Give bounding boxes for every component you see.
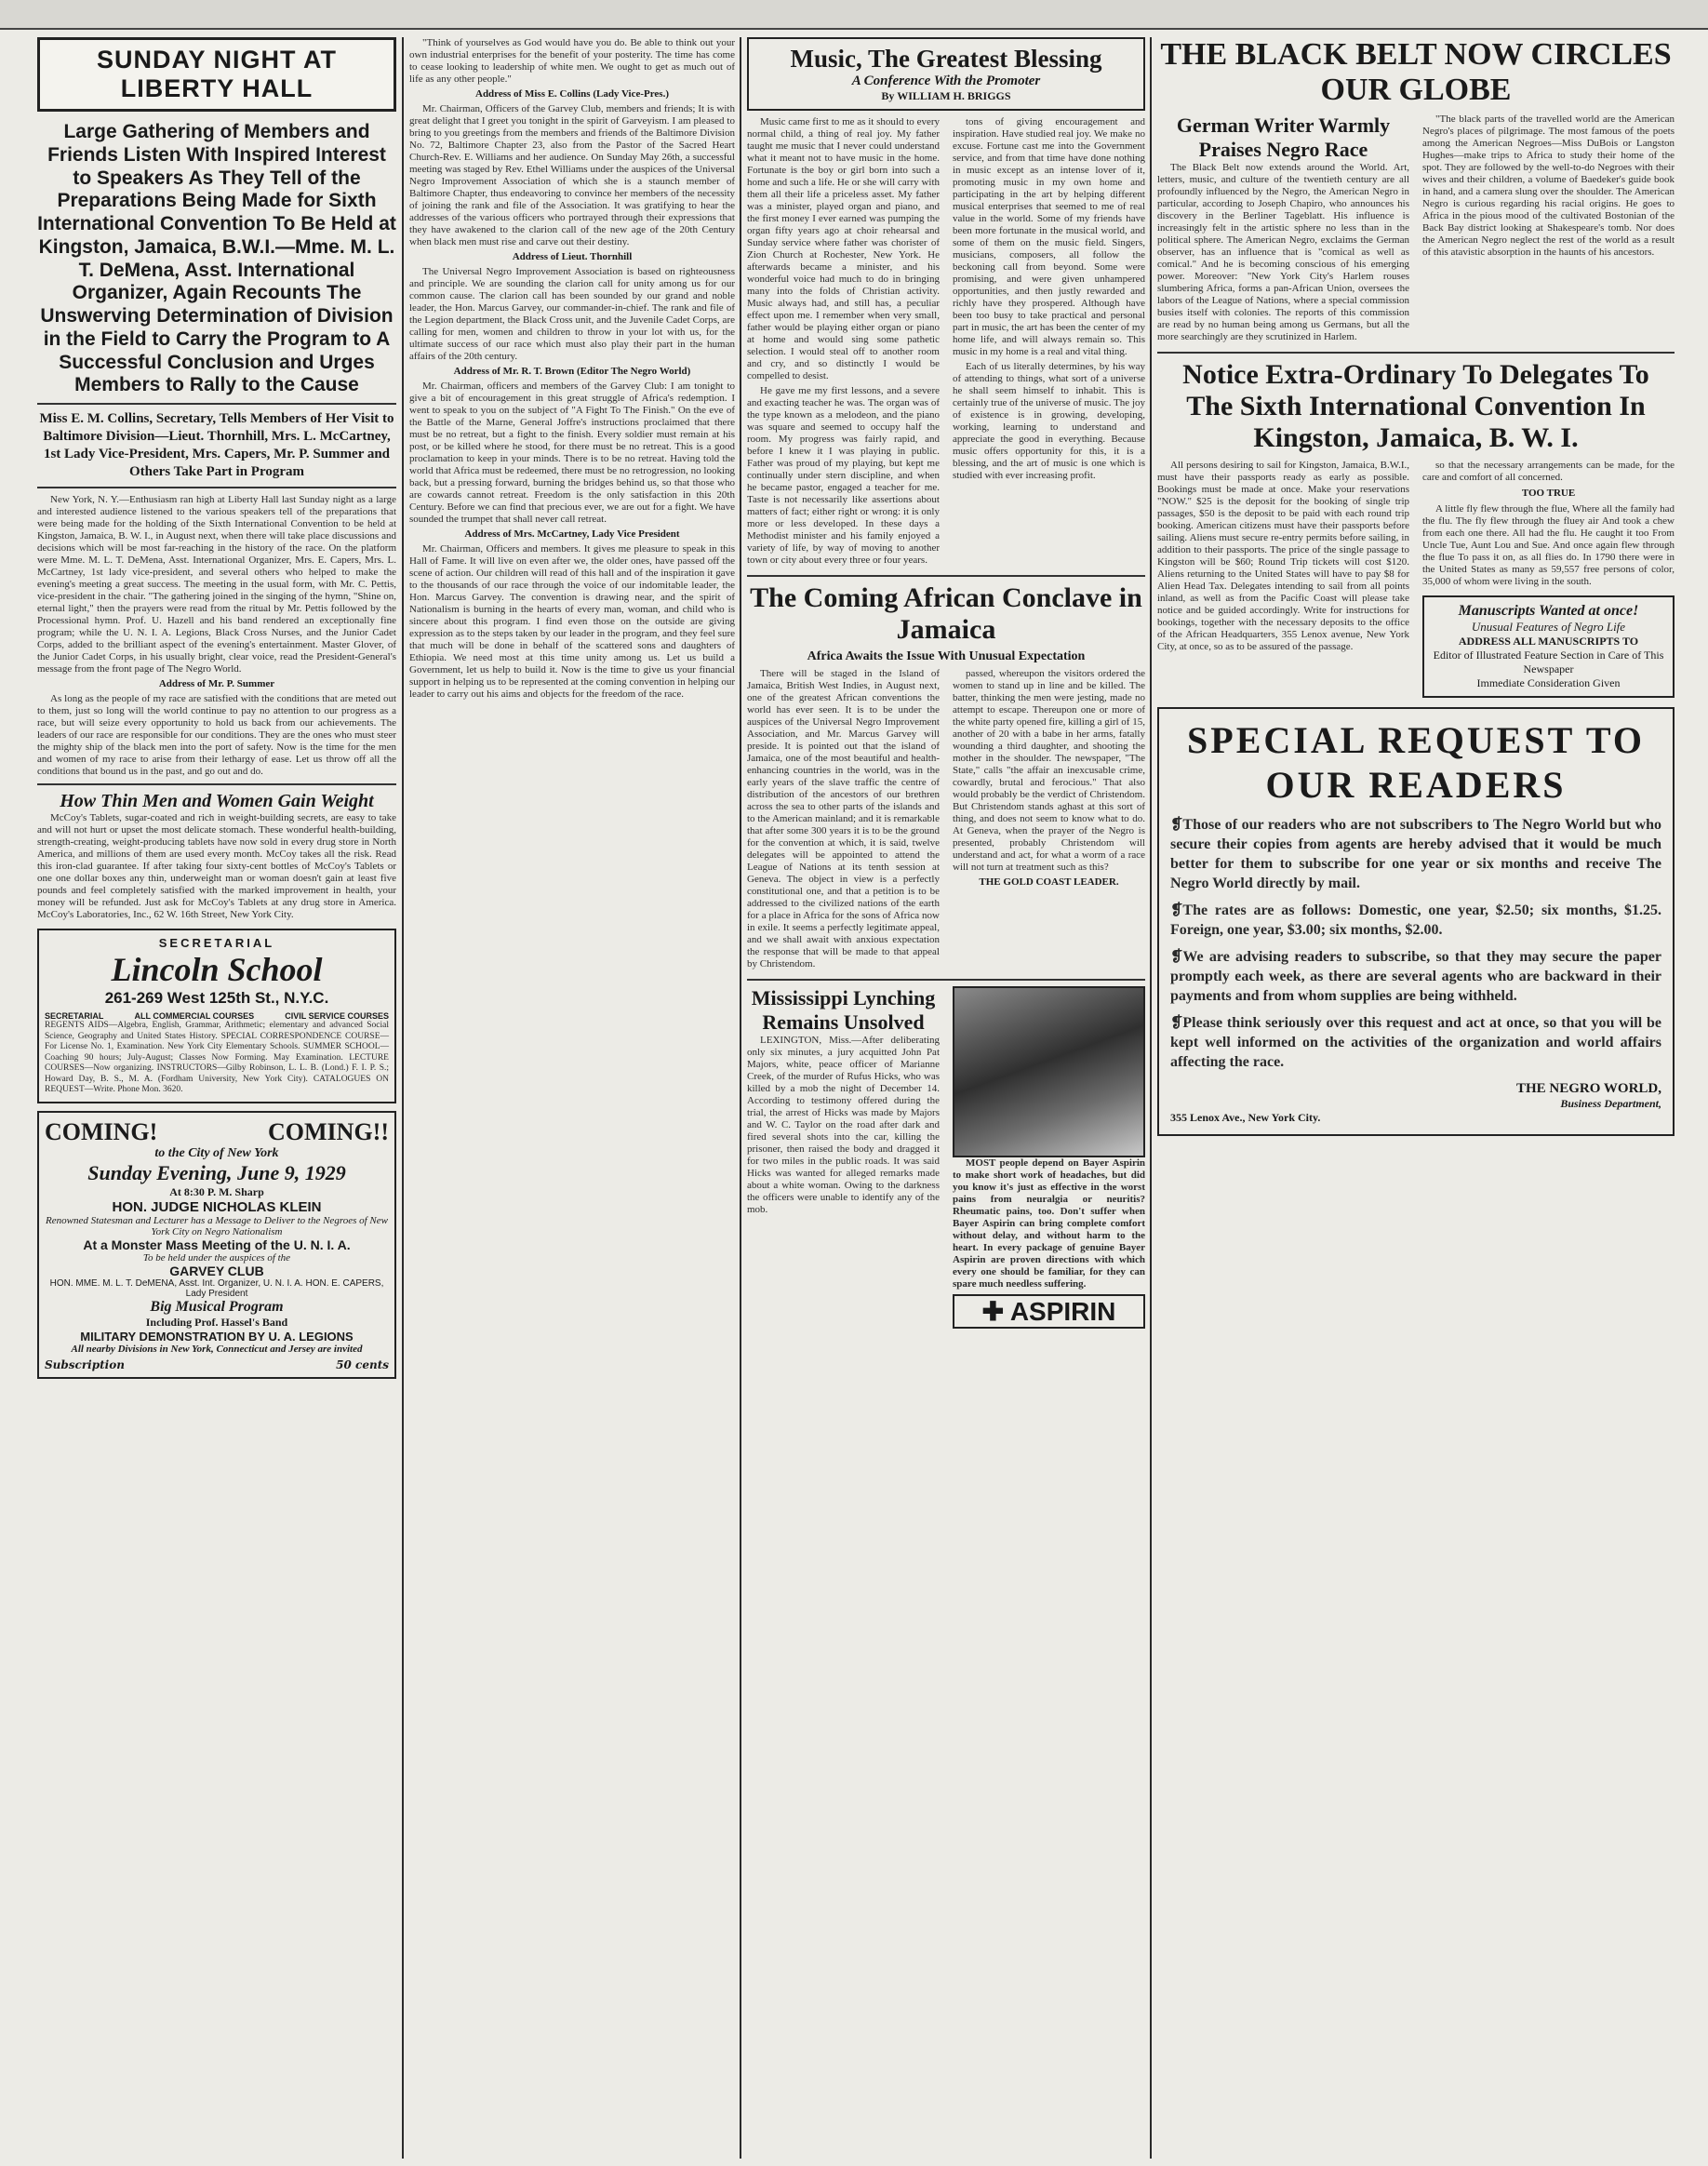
notice-body bbox=[1157, 460, 1675, 698]
coming-price: 50 cents bbox=[336, 1357, 389, 1371]
coming-invite: All nearby Divisions in New York, Connecticut and Jersey are invited bbox=[71, 1343, 363, 1355]
paragraph-mark-icon: ❡ bbox=[1170, 949, 1183, 965]
manuscripts-a: Unusual Features of Negro Life bbox=[1471, 620, 1626, 634]
aspirin-photo bbox=[953, 986, 1145, 1157]
lynching-headline: Mississippi Lynching Remains Unsolved bbox=[751, 986, 936, 1034]
column-rule bbox=[402, 37, 404, 2159]
column-rule bbox=[1150, 37, 1152, 2159]
manuscripts-head: Manuscripts Wanted at once! bbox=[1458, 603, 1639, 619]
lynching-text: LEXINGTON, Miss.—After deliberating only six minutes, a jury acquitted John Pat Majors, white, peace officer of Marianne Creek, of the murder of Rufus Hicks, who was killed by a mob the night of December 14. According to testimony offered during the trial, the arrest of Hicks was made by Majors and W. C. Taylor on the road after dark and fired several shots into the car, killing the prisoner, then raised the body and dragged it for two miles in the public roads. It was said Hicks was wanted for alleged remarks made about a white woman. Owing to the darkness the officers were unable to identify any of the mob. bbox=[747, 1035, 940, 1215]
special-request-headline: SPECIAL REQUEST TO OUR READERS bbox=[1187, 719, 1645, 806]
manuscripts-box bbox=[1422, 595, 1675, 698]
paragraph-mark-icon: ❡ bbox=[1170, 817, 1183, 833]
request-paragraph-4: ❡Please think seriously over this request and act at once, so that you will be kept well informed on the activities of the organization and world affairs affecting the race. bbox=[1170, 1015, 1661, 1070]
school-address: 261-269 West 125th St., N.Y.C. bbox=[104, 989, 329, 1008]
conclave-body bbox=[747, 668, 1145, 973]
summer-label: Address of Mr. P. Summer bbox=[158, 678, 275, 690]
manuscripts-b: ADDRESS ALL MANUSCRIPTS TO bbox=[1458, 635, 1639, 648]
thornhill-label: Address of Lieut. Thornhill bbox=[512, 251, 633, 262]
mccoy-ad-text: McCoy's Tablets, sugar-coated and rich in weight-building secrets, are easy to take and will not hurt or upset the most delicate stomach. These wonderful health-building, strength-creating, weight-producing tablets have now sold in every drug store in North America, and millions of them are used every month. McCoy takes all the risk. Read this iron-clad guarantee. If after taking four sixty-cent bottles of McCoy's Tablets or one one dollar boxes any thin, underweight man or woman doesn't gain at least five pounds and feel completely satisfied with the marked improvement in health, your money will be refunded. Just ask for McCoy's Tablets at any drug store in America. McCoy's Laboratories, Inc., 62 W. 16th Street, New York City. bbox=[37, 812, 396, 921]
school-course-row bbox=[45, 1011, 389, 1021]
black-belt-headline: THE BLACK BELT NOW CIRCLES OUR GLOBE bbox=[1160, 37, 1672, 107]
divider bbox=[37, 403, 396, 405]
divider bbox=[1157, 352, 1675, 354]
aspirin-text: MOST people depend on Bayer Aspirin to make short work of headaches, but did you know it's just as effective in the worst pains from neuralgia or neuritis? Rheumatic pains, too. Don't suffer when Bayer Aspirin can bring complete comfort without delay, and without harm to the heart. In every package of genuine Bayer Aspirin are proven directions with which every one should be familiar, for they can spare much needless suffering. bbox=[953, 1157, 1145, 1290]
coming-subscription: Subscription bbox=[45, 1357, 125, 1371]
music-col-left: Music came first to me as it should to every normal child, a thing of real joy. My father taught me music that I never could understand what it meant not to have music in the home. Fortunate is the boy or girl born into such a home and such a life. He or she will carry with them all their life a priceless asset. My father was a minister, played organ and piano, and the first money I ever earned was pumping the organ fifty years ago at choir rehearsal and Sunday service where father was chorister of Zion Church at Rochester, New York. He afterwards became a minister, and his wonderful voice had much to do in bringing many into the folds of Christian activity. Music always had, and still has, a peculiar effect upon me. I remember when very small, father would be playing either organ or piano at home and would sing some pathetic selection. I would steal off to another room and cry, and so distinctly I would be compelled to desist. He gave me my first lessons, and a severe and exacting teacher he was. The organ was of the type known as a melodeon, and the piano was square and seemed to occupy half the room. My progress was fairly rapid, and before I knew it I was playing in public. Father was proud of my playing, but kept me continually under stern discipline, and when he became pastor, engaged a teacher for me. Taste is not necessarily like assertions about matters of fact; either right or wrong: it is only more or less developed. In these days a Methodist minister and his family enjoyed a variety of life, by way of moving to another town or city about every three or four years. bbox=[747, 116, 940, 566]
school-name: Lincoln School bbox=[111, 951, 323, 989]
liberty-hall-banner: SUNDAY NIGHT AT LIBERTY HALL bbox=[37, 37, 396, 112]
request-paragraph-1: ❡Those of our readers who are not subscribers to The Negro World but who secure their copies from agents are hereby advised that it would be much better for them to subscribe for one year or six months and receive The Negro World directly by mail. bbox=[1170, 817, 1661, 891]
coming-speaker: HON. JUDGE NICHOLAS KLEIN bbox=[112, 1198, 322, 1215]
lynching-article bbox=[747, 986, 940, 1329]
liberty-hall-subdeck: Miss E. M. Collins, Secretary, Tells Members of Her Visit to Baltimore Division—Lieut. Thornhill, Mrs. L. McCartney, 1st Lady Vice-President, Mrs. Capers, Mr. P. Summer and Others Take Part in Program bbox=[39, 411, 394, 480]
manuscripts-d: Immediate Consideration Given bbox=[1476, 676, 1621, 689]
school-tagline: SECRETARIAL bbox=[158, 936, 275, 951]
music-subhead: A Conference With the Promoter bbox=[851, 74, 1041, 88]
coming-subscription-row bbox=[45, 1358, 389, 1371]
conclave-subhead: Africa Awaits the Issue With Unusual Expectation bbox=[807, 649, 1086, 663]
mccartney-text: Mr. Chairman, Officers and members. It gives me pleasure to speak in this Hall of Fame. It will live on even after we, the older ones, have passed off the scene of action. Our children will read of this hall and of the inspiration it gave to the thousands of our race through the voice of our indomitable leader, the Hon. Marcus Garvey. The convention is drawing near, and the spirit of Nationalism is burning in the hearts of every man, woman, and child who is sincere about this program. I find even those on the outside are giving expression as to the steps taken by our leader in the program, and they feel sure that much will be done in behalf of the scattered sons and daughters of Ethiopia. We need most at this time unity among us. Let us build a Government, let us help to build it. Now is the time to give us your financial support in helping us to be represented at the coming convention in helping our leader to carry out his aims and objects for the freedom of the race. bbox=[409, 543, 735, 700]
coming-speakers: HON. MME. M. L. T. DeMENA, Asst. Int. Organizer, U. N. I. A. HON. E. CAPERS, Lady President bbox=[49, 1277, 384, 1299]
black-belt-body bbox=[1157, 114, 1675, 346]
conclave-col-right bbox=[953, 668, 1145, 973]
conclave-col-left: There will be staged in the Island of Jamaica, British West Indies, in August next, one of the greatest African conventions the world has ever seen. It is to be under the auspices of the Universal Negro Improvement Association, and Mr. Marcus Garvey will preside. It is pointed out that the island of Jamaica, one of the most beautiful and health-enhancing countries in the world, was in the early years of the slave traffic the centre of distribution of the ancestors of our brethren across the sea to other parts of the islands and to the American mainland; and it is remarkable that after some 300 years it is to be the ground for the convention at which, it is said, twelve delegates will be appointed to attend the League of Nations at its tenth session at Geneva. The object in view is a perfectly constitutional one, and that a petition is to be addressed to the civilized nations of the earth for a place in Africa for the sons of Africa now in exile. It seems a perfectly legitimate appeal, and we shall await with anxious expectation the response that will be made to that appeal by Christendom. bbox=[747, 668, 940, 969]
aspirin-ad bbox=[953, 986, 1145, 1329]
request-paragraph-3: ❡We are advising readers to subscribe, so that they may secure the paper promptly each week, as there are several agents who are backward in their payments and from whom supplies are being withheld. bbox=[1170, 949, 1661, 1004]
coming-auspices: To be held under the auspices of the bbox=[142, 1251, 291, 1264]
page-header-strip bbox=[0, 0, 1708, 30]
column-one bbox=[37, 37, 396, 2159]
paragraph-mark-icon: ❡ bbox=[1170, 902, 1183, 918]
notice-col-right bbox=[1422, 460, 1675, 698]
special-request-box bbox=[1157, 707, 1675, 1136]
music-col-right: tons of giving encouragement and inspiration. Have studied real joy. We make no excuse. Fortune cast me into the Government service, and from that time have done nothing in music except as an intense lover of it, promoting music in my own home and participating in the art by helping different musical enterprises that seemed to me of real value in the world. Some of my friends have been more fortunate in the musical world, and some of them on the music field. Singers, musicians, composers, all follow the beckoning call from beyond. Some were promising, and were given unhampered opportunities, and then justly rewarded and richly have they prospered. Although have been too busy to take practical and personal part in music, the art has been the center of my home life, and will always remain so. This music in my home is a real and vital thing. Each of us literally determines, by his way of attending to things, what sort of a universe he shall seem himself to inhabit. This is certainly true of the universe of music. The joy of existence is in growing, developing, working, learning to understand and appreciate the good in everything. Because music offers opportunity for this, it is a blessing, and the art of music is one which is studied with ever increasing profit. bbox=[953, 116, 1145, 481]
coming-title-row bbox=[45, 1118, 389, 1146]
music-article-header bbox=[747, 37, 1145, 111]
signature-line-3: 355 Lenox Ave., New York City. bbox=[1170, 1111, 1321, 1124]
notice-text-b: so that the necessary arrangements can be made, for the care and comfort of all concerned. bbox=[1422, 460, 1675, 483]
coming-club: GARVEY CLUB bbox=[169, 1263, 264, 1278]
request-signature bbox=[1170, 1081, 1661, 1125]
coming-description: Renowned Statesman and Lecturer has a Message to Deliver to the Negroes of New York City on Negro Nationalism bbox=[46, 1214, 388, 1237]
too-true-text: A little fly flew through the flue, Where all the family had the flu. The fly flew through the fluey air And took a chew from each one there. All had the flu. He caught it too From Uncle Tue, Aunt Lou and Sue. And once again flew through the flue To pass it on, as all flies do. In 1790 there were in the United States as many as 59,557 free persons of color, 35,000 of whom were living in the south. bbox=[1422, 503, 1675, 587]
coming-meeting: At a Monster Mass Meeting of the U. N. I. A. bbox=[83, 1237, 351, 1252]
column-rule bbox=[740, 37, 741, 2159]
black-belt-text-b: "The black parts of the travelled world are the American Negro's places of pilgrimage. The most famous of the poets among the American Negroes—Miss DuBois or Langston Hughes—make trips to Africa to study their home of the spot. They are followed by the well-to-do Negroes with their wives and their children, a volume of Baedeker's guide book in hand, and a camera slung over the shoulder. The American Negro is curious regarding his racial origins. He goes to Africa in the pious mood of the cultivated Bostonian of the Back Bay district looking at Shakespeare's tomb. Nor does the American Negro neglect the rest of the world as a result of this atavistic absorption in the haunts of his ancestors. bbox=[1422, 114, 1675, 258]
column-two bbox=[409, 37, 735, 2159]
coming-left: COMING! bbox=[45, 1117, 158, 1145]
coming-program: Big Musical Program bbox=[150, 1298, 284, 1315]
lincoln-school-ad bbox=[37, 929, 396, 1103]
column-three bbox=[747, 37, 1145, 2159]
signature-line-2: Business Department, bbox=[1560, 1097, 1661, 1110]
coming-time: At 8:30 P. M. Sharp bbox=[169, 1184, 264, 1198]
german-writer-headline: German Writer Warmly Praises Negro Race bbox=[1176, 114, 1391, 161]
mccartney-label: Address of Mrs. McCartney, Lady Vice President bbox=[464, 528, 680, 540]
divider bbox=[747, 979, 1145, 981]
request-paragraph-2: ❡The rates are as follows: Domestic, one year, $2.50; six months, $1.25. Foreign, one year, $3.00; six months, $2.00. bbox=[1170, 902, 1661, 938]
notice-headline: Notice Extra-Ordinary To Delegates To The Sixth International Convention In Kingston, Jamaica, B. W. I. bbox=[1182, 359, 1649, 453]
notice-text-a: All persons desiring to sail for Kingston, Jamaica, B.W.I., must have their passports ready as early as possible. Bookings must be made at once. Make your reservations "NOW." $25 is the deposit for the booking of single trip passages, $50 is the deposit to be paid with each round trip booking. American citizens must have their passports before sailing. Aliens must secure re-entry permits before sailing, in addition to their passports. The price of the single passage to Kingston will be $60; Round Trip tickets will cost $120. Aliens returning to the United States will have to pay $8 for Alien Head Tax. Delegates intending to sail from all points inland, as well as from the Pacific Coast will please take notice and be guided accordingly. Write for instructions for bookings, together with the necessary deposits to the office of the African Headquarters, 355 Lenox avenue, New York City, at once, so as to be assured of the passage. bbox=[1157, 460, 1409, 652]
music-article-body bbox=[747, 116, 1145, 569]
liberty-hall-deck: Large Gathering of Members and Friends Listen With Inspired Interest to Speakers As They Tell of the Preparations Being Made for Sixth International Convention To Be Held at Kingston, Jamaica, B.W.I.—Mme. M. L. T. DeMena, Asst. International Organizer, Again Recounts The Unswerving Determination of Division in the Field to Carry the Program to A Successful Conclusion and Urges Members to Rally to the Cause bbox=[37, 121, 396, 396]
lower-row bbox=[747, 986, 1145, 1329]
signature-line-1: THE NEGRO WORLD, bbox=[1516, 1081, 1661, 1096]
coming-military: MILITARY DEMONSTRATION BY U. A. LEGIONS bbox=[80, 1329, 354, 1344]
coming-date: Sunday Evening, June 9, 1929 bbox=[87, 1160, 346, 1184]
black-belt-text-a: The Black Belt now extends around the World. Art, letters, music, and culture of the twentieth century are all profoundly influenced by the Negro, the American Negro in particular, according to Joseph Chapiro, who announces his discovery in the Berliner Tageblatt. His influence is increasingly felt in the artistic sphere no less than in the political sphere. The American Negro, exclaims the German observer, has an influence that is "comical as well as comical." And he is becoming conscious of his emerging power. Moreover: "New York City's Harlem rouses slumbering Africa, forms a pan-African Union, oversees the labors of the League of Nations, where a special commission busies itself with colonies. The reports of this commission are read by no human being among us Germans, but all the more searchingly are they scrutinized in Harlem. bbox=[1157, 162, 1409, 342]
school-course-left: SECRETARIAL bbox=[45, 1011, 104, 1022]
school-course-right: CIVIL SERVICE COURSES bbox=[285, 1011, 389, 1022]
school-details: REGENTS AIDS—Algebra, English, Grammar, Arithmetic; elementary and advanced Social Science, Geography and United States History. SPECIAL CORRESPONDENCE COURSE—For License No. 1, Examination. New York City Elementary Schools. SUMMER SCHOOL—Coaching 90 hours; July-August; Classes Now Forming. May Examination. LECTURE COURSES—Now organizing. INSTRUCTORS—Gilby Robinson, L. L. B. (Lond.) F. I. P. S.; Howard Day, B. S., M. A. (Fordham University, New York City). CATALOGUES ON REQUEST—Write. Phone Mon. 3620. bbox=[45, 1021, 389, 1095]
conclave-text-b: passed, whereupon the visitors ordered the women to stand up in line and be killed. The batter, thinking the men were jesting, made no attempt to escape. Thereupon one or more of the white party opened fire, killing a girl of 15, another of 20 with a babe in her arms, fatally wounding a third daughter, and shooting the mother in the shoulder. The newspaper, "The State," calls "the affair an inexcusable crime, cowardly, brutal and ferocious." That also would probably be the verdict of Christendom. But Christendom stands aghast at this sort of thing, and does not seem to know what to do. At Geneva, when the prayer of the Negro is presented, probably Christendom will understand and act, for what a worm of a race will not turn at treatment such as this? bbox=[953, 668, 1145, 873]
coming-right: COMING!! bbox=[268, 1117, 389, 1145]
divider bbox=[747, 575, 1145, 577]
liberty-hall-text-b: As long as the people of my race are satisfied with the conditions that are meted out to them, just so long will the world continue to pay no attention to our progress as a race, but will seize every opportunity to hold us back from our achievements. The leaders of our race are responsible for our conditions. They are the ones who must steer the mighty ship of the black men into the port of safety. Now is the time for the men and women of my race to arise from their lethargy of ease. Let us throw off all the conditions that bound us in the past, and go out and do. bbox=[37, 693, 396, 778]
liberty-hall-text-a: New York, N. Y.—Enthusiasm ran high at Liberty Hall last Sunday night as a large and interested audience listened to the various speakers tell of the preparations that were being made for the holding of the Sixth International Convention to be held at Kingston, Jamaica, B. W. I., in August next, when there will take place discussions and decisions which will be most far-reaching in the history of the race. On the platform were Mme. M. L. T. DeMena, Asst. International Organizer, Mrs. E. Capers, Mrs. L. McCartney, 1st lady vice-president, and several others who helped to make the evening's meeting a great success. The meeting in the usual form, with Mr. C. Pettis, vice-president in the chair. "The gathering joined in the singing of the hymn, "Shine on, eternal light," then the prayers were read from the ritual by Mr. Pettis followed by the Processional hymn. Prof. U. Hazell and his band rendered an exceptionally fine program; while the U. N. I. A. Legions, Black Cross Nurses, and the Junior Cadet Corps, added to the brilliant aspect of the evening's entertainment. Master Glover, of the Junior Cadet Corps, in his usually bright, clear voice, read the President-General's message from the front page of The Negro World. bbox=[37, 494, 396, 675]
brown-label: Address of Mr. R. T. Brown (Editor The Negro World) bbox=[453, 366, 691, 377]
brown-text: Mr. Chairman, officers and members of the Garvey Club: I am tonight to give a bit of encouragement in this great struggle of Africa's redemption. I went to speak to you on the subject of "A Fight To The Finish." On the eve of the Battle of the Marne, General Joffre's instructions proclaimed that there must be no retreat, but a fight to the finish. Every soldier must remain at his post, or be killed where he stood, for there must be no retreat. This is a good proclamation to keep in your minds. There is to be no retreat. Having told the world that Africa must be redeemed, there must be no retrogression, no looking back, but a pressing forward, burning the bridges behind us, so that those who are cowards cannot retreat. Freedom is the only satisfaction in this 20th Century. Before we can find that precious ever, we are out for a fight. We have sounded the trumpet that shall never call retreat. bbox=[409, 381, 735, 525]
too-true-head: TOO TRUE bbox=[1521, 488, 1576, 499]
conclave-credit: THE GOLD COAST LEADER. bbox=[979, 876, 1119, 888]
coming-band: Including Prof. Hassel's Band bbox=[145, 1315, 288, 1329]
column-four bbox=[1157, 37, 1675, 2159]
aspirin-logo: ✚ ASPIRIN bbox=[953, 1294, 1145, 1329]
bayer-cross-icon: ✚ bbox=[981, 1297, 1005, 1326]
col2-intro: "Think of yourselves as God would have you do. Be able to think out your own industrial enterprises for the benefit of your posterity. The time has come to cease looking to leadership of white men. We ought to get as much out of life as any other people." bbox=[409, 37, 735, 85]
collins-label: Address of Miss E. Collins (Lady Vice-Pres.) bbox=[475, 88, 669, 100]
divider bbox=[37, 487, 396, 488]
thornhill-text: The Universal Negro Improvement Association is based on righteousness and principle. We are sounding the clarion call for unity among us for our common cause. The clarion call has been sounded by our grand and noble leader, the Hon. Marcus Garvey, our commander-in-chief. The rank and file of the Legion department, the Black Cross unit, and the Juvenile Cadet Corps, are calling for men, women and children to throw in your lot with us, for the ultimate success of our race which must also play their part in the human affairs of the 20th century. bbox=[409, 266, 735, 362]
music-headline: Music, The Greatest Blessing bbox=[790, 45, 1102, 73]
paragraph-mark-icon: ❡ bbox=[1170, 1015, 1183, 1031]
manuscripts-c: Editor of Illustrated Feature Section in Care of This Newspaper bbox=[1433, 648, 1664, 675]
coming-city: to the City of New York bbox=[154, 1145, 279, 1160]
conclave-headline: The Coming African Conclave in Jamaica bbox=[750, 582, 1142, 645]
collins-text: Mr. Chairman, Officers of the Garvey Club, members and friends; It is with great delight that I greet you tonight in the spirit of Garveyism. I am pleased to bring to you greetings from the members and friends of the Baltimore Division No. 72, Baltimore Chapter 23, also from the Pastor of the Sacred Heart Church-Rev. E. Williams and her audience. On Sunday May 26th, a successful meeting was staged by Rev. Ethel Williams under the auspices of the Universal Negro Improvement Association of which she is a staunch member of Baltimore Chapter, thus endeavoring to convince her members of the necessity of joining the rank and file of the Association. It was gratifying to hear the addresses of the various officers who portrayed through their expressions that they have awakened to the clarion call of the new age of the 20th Century when black men must rise and carve out their destiny. bbox=[409, 103, 735, 247]
black-belt-col-left bbox=[1157, 114, 1409, 346]
school-course-mid: ALL COMMERCIAL COURSES bbox=[134, 1011, 255, 1022]
music-byline: By WILLIAM H. BRIGGS bbox=[881, 89, 1011, 102]
mccoy-ad-headline: How Thin Men and Women Gain Weight bbox=[60, 791, 374, 812]
coming-meeting-ad bbox=[37, 1111, 396, 1379]
divider bbox=[37, 783, 396, 785]
